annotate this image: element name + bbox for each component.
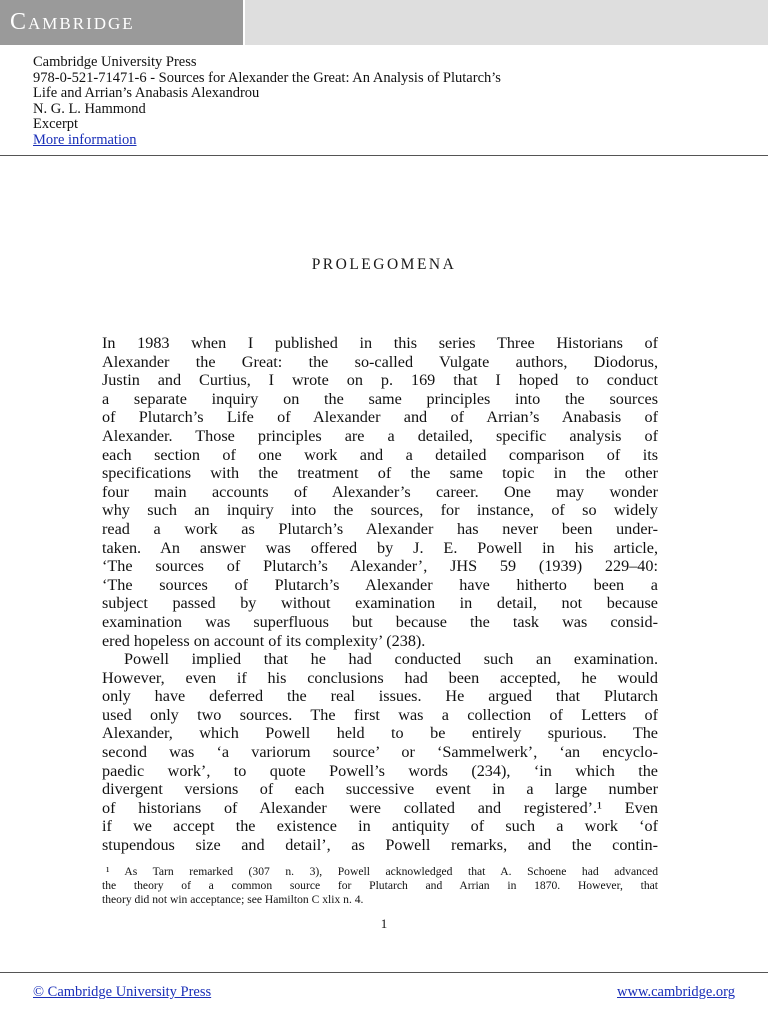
body-line: paedic work’, to quote Powell’s words (234), ‘in which the <box>102 761 658 780</box>
body-line: However, even if his conclusions had been accepted, he would <box>102 668 658 687</box>
footnote-line: theory did not win acceptance; see Hamilton C xlix n. 4. <box>102 892 364 906</box>
body-line: ered hopeless on account of its complexity’ (238). <box>102 631 426 650</box>
body-line: second was ‘a variorum source’ or ‘Sammelwerk’, ‘an encyclo- <box>102 743 658 762</box>
body-line: of Plutarch’s Life of Alexander and of Arrian’s Anabasis of <box>102 408 658 427</box>
footnote-line: the theory of a common source for Plutarch and Arrian in 1870. However, that <box>102 878 658 892</box>
footnote-line: ¹ As Tarn remarked (307 n. 3), Powell acknowledged that A. Schoene had advanced <box>106 865 658 878</box>
isbn-title-line-1: 978-0-521-71471-6 - Sources for Alexander the Great: An Analysis of Plutarch’s <box>33 69 501 86</box>
body-line: Powell implied that he had conducted such an examination. <box>124 650 658 669</box>
publisher-name: Cambridge University Press <box>33 54 197 70</box>
website-link[interactable]: www.cambridge.org <box>617 984 735 1000</box>
body-line: only have deferred the real issues. He argued that Plutarch <box>102 687 658 706</box>
body-line: a separate inquiry on the same principles into the sources <box>102 389 658 408</box>
body-line: why such an inquiry into the sources, for instance, of so widely <box>102 501 658 520</box>
body-line: Justin and Curtius, I wrote on p. 169 that I hoped to conduct <box>102 371 658 390</box>
body-line: specifications with the treatment of the same topic in the other <box>102 464 658 483</box>
cambridge-logo[interactable]: Cambridge <box>0 0 243 45</box>
body-text <box>102 334 658 855</box>
body-line: In 1983 when I published in this series Three Historians of <box>102 334 658 352</box>
more-information-link[interactable]: More information <box>33 131 137 148</box>
isbn-title-line-2: Life and Arrian’s Anabasis Alexandrou <box>33 85 260 101</box>
body-line: ‘The sources of Plutarch’s Alexander’, JHS 59 (1939) 229–40: <box>102 557 658 576</box>
chapter-title: PROLEGOMENA <box>311 256 457 273</box>
body-line: read a work as Plutarch’s Alexander has never been under- <box>102 519 658 538</box>
book-metadata <box>33 55 501 148</box>
body-line: Alexander. Those principles are a detailed, specific analysis of <box>102 426 658 445</box>
author-name: N. G. L. Hammond <box>33 100 146 117</box>
footnote <box>102 865 658 906</box>
copyright-link[interactable]: © Cambridge University Press <box>33 984 212 1000</box>
body-line: stupendous size and detail’, as Powell remarks, and the contin- <box>102 836 658 855</box>
body-line: ‘The sources of Plutarch’s Alexander have hitherto been a <box>102 575 658 594</box>
body-line: if we accept the existence in antiquity of such a work ‘of <box>102 817 658 836</box>
body-line: divergent versions of each successive event in a large number <box>102 780 658 799</box>
body-line: of historians of Alexander were collated and registered’.¹ Even <box>102 798 658 817</box>
body-line: taken. An answer was offered by J. E. Powell in his article, <box>102 538 658 557</box>
logo-divider <box>243 0 245 45</box>
body-line: subject passed by without examination in detail, not because <box>102 594 658 613</box>
header-rule <box>0 155 768 156</box>
excerpt-label: Excerpt <box>33 116 79 132</box>
body-line: examination was superfluous but because the task was consid- <box>102 612 658 631</box>
body-line: each section of one work and a detailed comparison of its <box>102 445 658 464</box>
footer-rule <box>0 972 768 973</box>
page-number: 1 <box>380 916 388 931</box>
body-line: used only two sources. The first was a collection of Letters of <box>102 705 658 724</box>
body-line: Alexander, which Powell held to be entirely spurious. The <box>102 724 658 743</box>
body-line: four main accounts of Alexander’s career. One may wonder <box>102 482 658 501</box>
body-line: Alexander the Great: the so-called Vulgate authors, Diodorus, <box>102 352 658 371</box>
